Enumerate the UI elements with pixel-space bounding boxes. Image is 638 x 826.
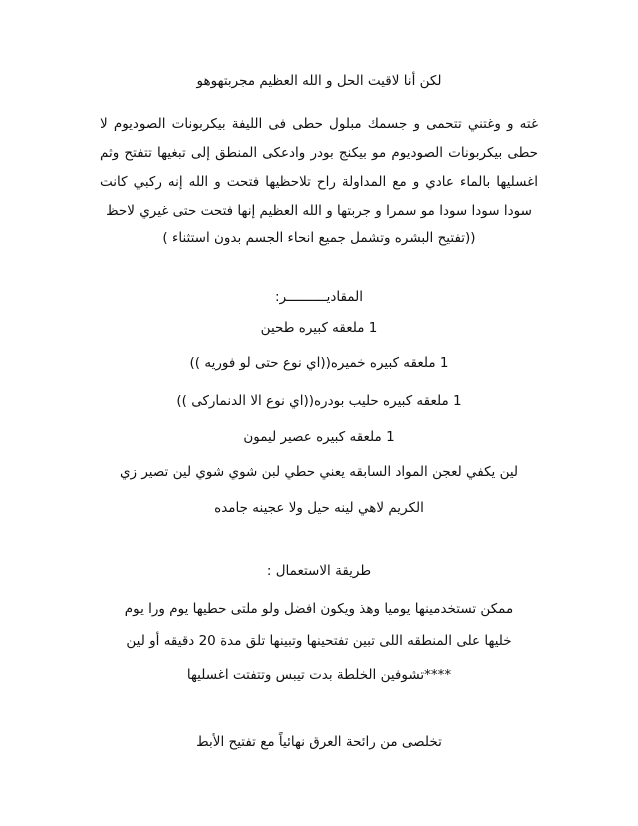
ingredients-heading: المقاديــــــــــر: [275, 289, 363, 305]
consistency-note: الكريم لاهي لينه حيل ولا عجينه جامده [214, 500, 424, 516]
scope-note: ((تفتيح البشره وتشمل جميع انحاء الجسم بدون استثناء ) [162, 230, 476, 246]
ingredient-item: 1 ملعقه كبيره حليب بودره((اي نوع الا الدنماركى )) [176, 393, 462, 409]
ingredient-item: 1 ملعقه كبيره عصير ليمون [243, 429, 395, 445]
intro-title: لكن أنا لاقيت الحل و الله العظيم مجربتهوهو [196, 73, 442, 89]
usage-line: ****تشوفين الخلطة بدت تيبس وتتفتت اغسليها [186, 667, 452, 683]
ingredient-item: 1 ملعقه كبيره طحين [260, 320, 378, 336]
usage-heading: طريقة الاستعمال : [266, 563, 372, 579]
intro-paragraph: غته و وغتني تتحمى و جسمك مبلول حطى فى الليفة بيكربونات الصوديوم لا حطى بيكربونات الصوديوم مو بيكنج بودر وادعكى المنطق إلى تبغيها تتفتح وثم اغسليها بالماء عادي و مع المداولة راح تلاحظيها فتحت و الله إنه ركبي كانت سودا سودا سودا مو سمرا و جربتها و الله العظيم إنها فتحت حتى غيري لاحظ [100, 116, 538, 219]
mixing-note: لين يكفي لعجن المواد السابقه يعني حطي لبن شوي شوي لين تصير زي [119, 464, 519, 480]
closing-line: تخلصى من رائحة العرق نهائياً مع تفتيح الأبط [196, 734, 442, 750]
usage-line: خليها على المنطقه اللى تبين تفتحينها وتبينها تلق مدة 20 دقيقه أو لين [126, 633, 512, 649]
ingredient-item: 1 ملعقه كبيره خميره((اي نوع حتى لو فوريه )) [189, 355, 449, 371]
usage-line: ممكن تستخدمينها يوميا وهذ ويكون افضل ولو ملتى حطيها يوم ورا يوم [124, 601, 514, 617]
